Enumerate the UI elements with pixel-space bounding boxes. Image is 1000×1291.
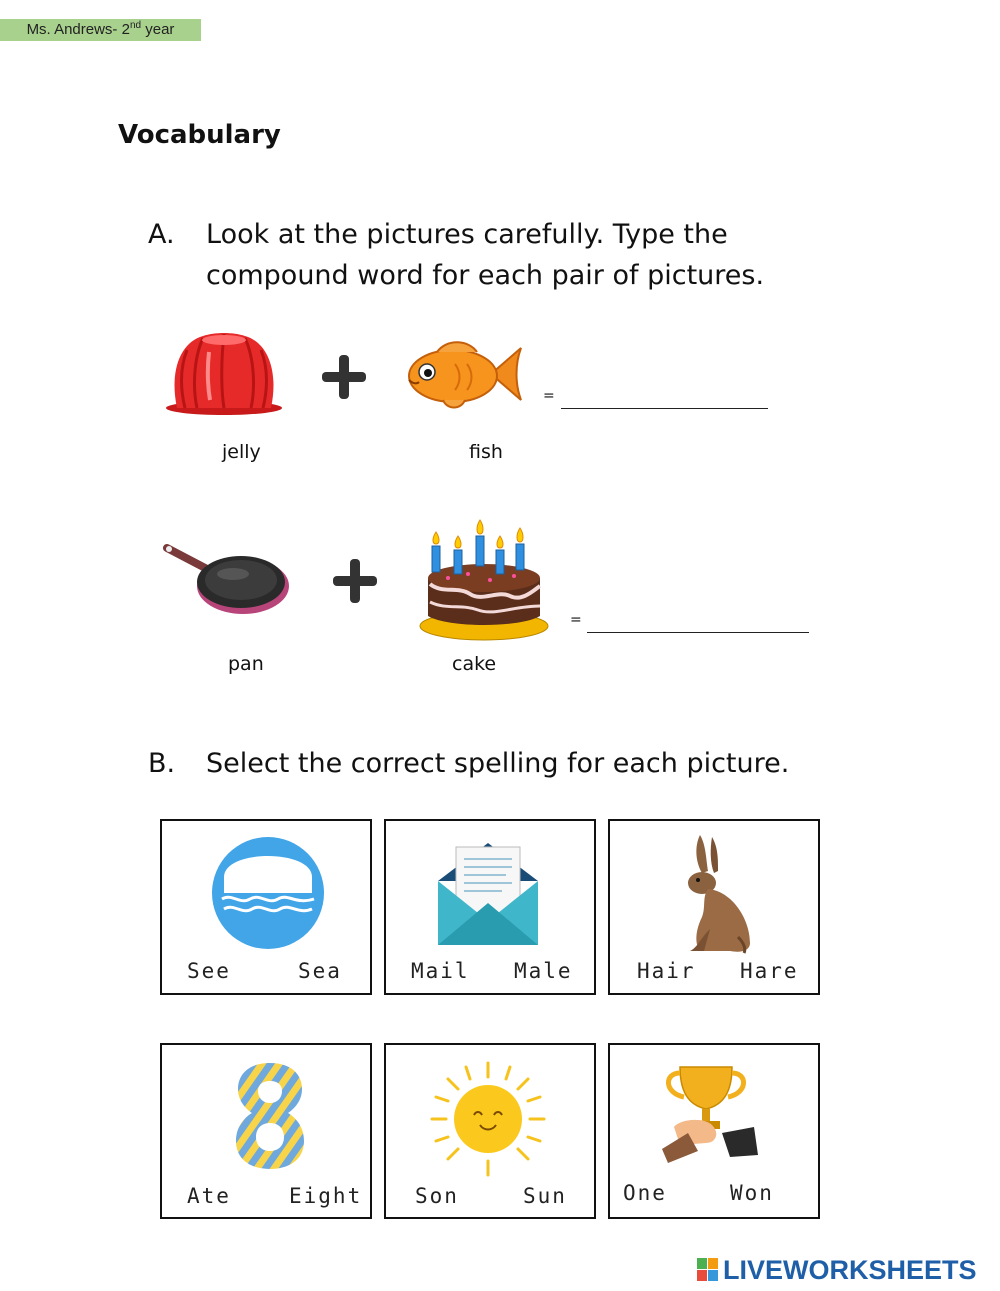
option-one[interactable]: One	[623, 1181, 667, 1205]
section-a-line1: Look at the pictures carefully. Type the	[206, 219, 728, 250]
word-jelly: jelly	[222, 441, 261, 463]
trophy-icon	[658, 1063, 760, 1171]
page-title: Vocabulary	[118, 120, 281, 150]
spelling-card-sea	[160, 819, 372, 995]
section-a-line2: compound word for each pair of pictures.	[206, 260, 765, 291]
liveworksheets-logo-icon	[697, 1258, 719, 1282]
equals-sign-1: =	[543, 388, 555, 404]
goldfish-icon	[403, 338, 523, 410]
frying-pan-icon	[163, 540, 291, 618]
word-cake: cake	[452, 653, 497, 675]
word-fish: fish	[469, 441, 503, 463]
option-son[interactable]: Son	[415, 1184, 459, 1208]
option-ate[interactable]: Ate	[187, 1184, 231, 1208]
section-b-instruction	[148, 743, 848, 784]
spelling-card-hare	[608, 819, 820, 995]
spelling-card-eight	[160, 1043, 372, 1219]
sea-icon	[210, 835, 326, 951]
spelling-card-mail	[384, 819, 596, 995]
option-see[interactable]: See	[187, 959, 231, 983]
option-eight[interactable]: Eight	[289, 1184, 363, 1208]
section-a-instruction	[148, 214, 848, 296]
option-mail[interactable]: Mail	[411, 959, 470, 983]
section-b-text: Select the correct spelling for each picture.	[206, 748, 790, 779]
teacher-tag-end: year	[141, 21, 175, 38]
sun-icon	[428, 1061, 548, 1177]
teacher-tag-text: Ms. Andrews- 2	[26, 21, 130, 38]
number-eight-icon	[234, 1061, 306, 1171]
hare-icon	[680, 833, 754, 955]
option-sun[interactable]: Sun	[523, 1184, 567, 1208]
word-pan: pan	[228, 653, 264, 675]
teacher-tag	[0, 19, 201, 41]
option-won[interactable]: Won	[730, 1181, 774, 1205]
spelling-card-won	[608, 1043, 820, 1219]
answer-field-1[interactable]	[561, 408, 768, 409]
section-b-letter: B.	[148, 748, 176, 779]
birthday-cake-icon	[418, 516, 550, 642]
jelly-icon	[163, 330, 285, 416]
option-sea[interactable]: Sea	[298, 959, 342, 983]
equals-sign-2: =	[570, 612, 582, 628]
spelling-card-sun	[384, 1043, 596, 1219]
plus-icon	[333, 559, 377, 603]
option-hair[interactable]: Hair	[637, 959, 696, 983]
brand-logo: LIVEWORKSHEETS	[723, 1255, 977, 1285]
plus-icon	[322, 355, 366, 399]
section-a-letter: A.	[148, 219, 175, 250]
answer-field-2[interactable]	[587, 632, 809, 633]
option-male[interactable]: Male	[514, 959, 573, 983]
envelope-icon	[436, 839, 540, 949]
teacher-tag-sup: nd	[129, 20, 142, 31]
option-hare[interactable]: Hare	[740, 959, 799, 983]
